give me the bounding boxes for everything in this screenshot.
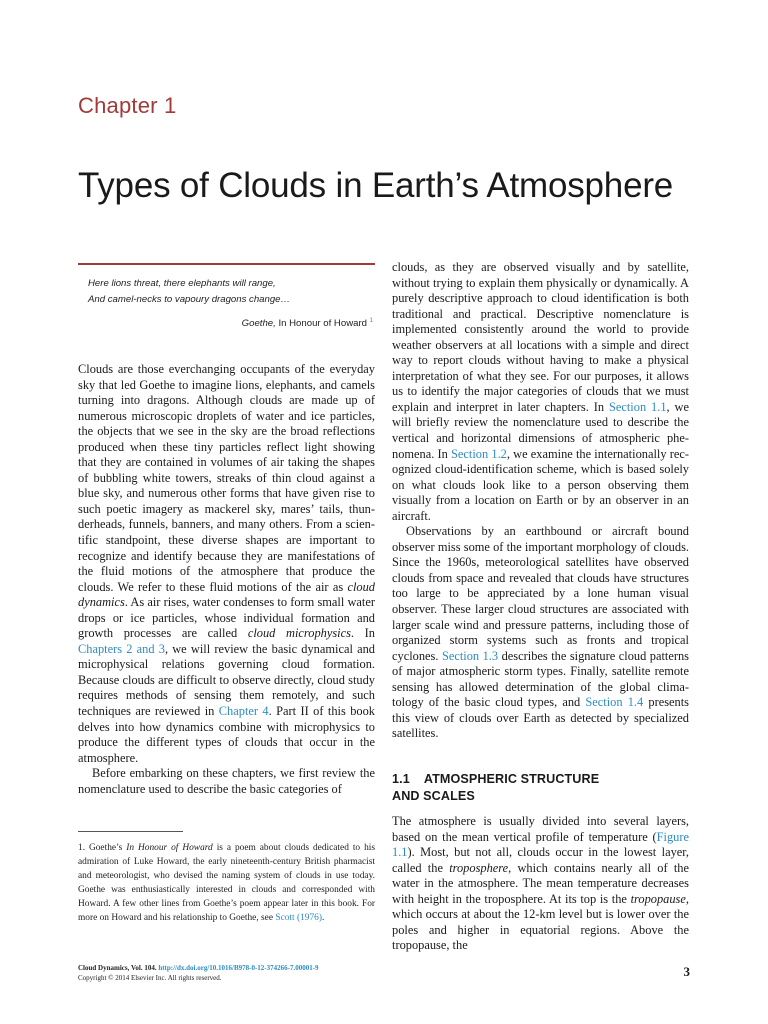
text-run: . As air rises, water condenses to form small water drops or ice particles, whose individual formation and growth processes are called xyxy=(78,595,375,641)
epigraph-work: In Honour of Howard xyxy=(275,318,367,330)
section-heading-line-1 xyxy=(392,771,689,788)
text-run: . In xyxy=(350,626,375,641)
term-cloud-dynamics: cloud dynamics xyxy=(78,579,375,610)
chapters-2-3-link[interactable]: Chapters 2 and 3 xyxy=(78,641,165,656)
text-run: describes the signature cloud patterns of major atmospheric storm types. Finally, satellite remote sensing has allowed determination of the global climatology of the basic cloud types, and xyxy=(392,648,689,710)
nomenclature-paragraph: Before embarking on these chapters, we first review the nomenclature used to describe the basic categories of xyxy=(78,766,375,796)
page-number: 3 xyxy=(683,964,690,979)
footnote xyxy=(78,842,375,925)
section-heading xyxy=(392,771,689,805)
text-run: presents this view of clouds over Earth as detected by specialized satellites. xyxy=(392,695,689,741)
descriptive-paragraph xyxy=(392,260,689,524)
citation-line xyxy=(78,963,689,973)
term-cloud-microphysics: cloud microphysics xyxy=(247,626,351,641)
epigraph-author: Goethe, xyxy=(241,318,276,330)
text-run: The atmosphere is usually divided into several layers, based on the mean vertical profile of temperature ( xyxy=(392,814,689,844)
intro-paragraph xyxy=(78,362,375,766)
footnote-divider xyxy=(78,831,183,832)
epigraph-line-1: Here lions threat, there elephants will range, xyxy=(88,278,276,289)
section-1-4-link[interactable]: Section 1.4 xyxy=(585,695,644,710)
section-1-2-link[interactable]: Section 1.2 xyxy=(451,446,507,461)
section-number: 1.1 xyxy=(392,772,410,786)
figure-1-1-link[interactable]: Figure 1.1 xyxy=(392,829,689,860)
text-run: , we will review the basic dynamical and microphysical relations governing cloud formation. Because clouds are difficult to observe directly, cloud study requires methods of sensing them remotely, and such techniques are reviewed in xyxy=(78,641,375,719)
text-run: , which contains nearly all of the water in the atmosphere. The mean temperature decreases with height in the troposphere. At its top is the xyxy=(392,860,689,906)
section-1-3-link[interactable]: Section 1.3 xyxy=(441,648,499,663)
chapter-4-link[interactable]: Chapter 4 xyxy=(218,704,269,719)
term-tropopause: tropopause xyxy=(630,891,686,906)
text-run: is a poem about clouds dedicated to his admiration of Luke Howard, the early nineteenth-century British pharmacist and meteorologist, who devised the naming system of clouds in use today. Goethe was enthusiastically interested in clouds and corresponded with Howard. A few other lines from Goethe’s poem appear later in this book. For more on Howard and his relationship to Goethe, see xyxy=(78,843,376,923)
section-body xyxy=(392,814,689,954)
right-column xyxy=(392,260,689,742)
epigraph-line-2: And camel-necks to vapoury dragons change… xyxy=(88,294,291,305)
section-1-1-link[interactable]: Section 1.1 xyxy=(608,399,667,414)
epigraph-attribution xyxy=(78,313,375,332)
atmosphere-paragraph xyxy=(392,814,689,954)
doi-link[interactable]: http://dx.doi.org/10.1016/B978-0-12-374266-7.00001-9 xyxy=(158,964,319,972)
text-run: , we examine the internationally recognized cloud-identification scheme, which is based solely on what clouds look like to a person observing them visually from a location on Earth or by an observer in an aircraft. xyxy=(392,446,689,523)
text-run: , we will briefly review the nomenclature used to describe the vertical and horizontal dimensions of atmospheric phenomena. In xyxy=(392,399,689,461)
scott-1976-link[interactable]: Scott (1976) xyxy=(275,912,322,923)
text-run: . Part II of this book delves into how dynamics combine with microphysics to produce the different types of clouds that occur in the atmosphere. xyxy=(78,704,375,765)
chapter-label: Chapter 1 xyxy=(78,93,177,118)
text-run: 1. Goethe’s xyxy=(78,843,127,853)
term-troposphere: troposphere xyxy=(449,860,509,875)
satellite-paragraph xyxy=(392,524,689,742)
epigraph xyxy=(78,263,375,332)
text-run: Clouds are those everchanging occupants of the everyday sky that led Goethe to imagine lions, elephants, and camels turning into dragons. Although clouds are made up of numerous microscopic droplets of water and ice particles, the objects that we see in the sky are the broad reflections produced when these tiny particles reflect light showing that they are contained in volumes of air taking the shapes of bubbling white towers, streaks of thin cloud against a blue sky, and numerous other forms that have given rise to such poetic imagery as mackerel sky, mares’ tails, thunderheads, funnels, banners, and many others. From a scientific standpoint, these diverse shapes are important to recognize and identify because they are manifestations of the fluid motions of the atmosphere that produce the clouds. We refer to these fluid motions of the air as xyxy=(78,362,375,594)
text-run: ). Most, but not all, clouds occur in the lowest layer, called the xyxy=(392,845,689,875)
journal-citation: Cloud Dynamics, Vol. 104. xyxy=(78,964,157,972)
text-run: . xyxy=(321,912,325,923)
section-title-line-1: ATMOSPHERIC STRUCTURE xyxy=(423,772,600,786)
text-run: Observations by an earthbound or aircraft bound observer miss some of the important morphology of clouds. Since the 1960s, meteorological satellites have observed clouds from space and revealed that clouds have structures too large to be appreciated by a lone human visual observer. These larger cloud structures are associated with larger scale wind and pressure patterns, including those of organized storm systems such as fronts and tropical cyclones. xyxy=(392,524,689,663)
section-title-line-2: AND SCALES xyxy=(392,789,475,803)
footnote-mark-link[interactable]: 1 xyxy=(369,318,373,324)
page-footer xyxy=(78,963,689,983)
chapter-title: Types of Clouds in Earth’s Atmosphere xyxy=(78,166,674,205)
footnote-work: In Honour of Howard xyxy=(126,843,213,853)
text-run: clouds, as they are observed visually and by satellite, without trying to explain them physically or dynamically. A purely descriptive approach to cloud identification is both traditional and practical. Descriptive nomenclature is implemented consistently around the world to provide weather observers at all locations with a simple and direct way to report clouds without having to make a physical interpretation of what they see. For our purposes, it allows us to identify the major categories of clouds that we must explain and interpret in later chapters. In xyxy=(392,260,689,414)
left-column xyxy=(78,362,375,797)
text-run: , which occurs at about the 12-km level but is lower over the poles and higher in equatorial regions. Above the tropopause, the xyxy=(392,891,689,953)
copyright: Copyright © 2014 Elsevier Inc. All rights reserved. xyxy=(78,974,222,982)
